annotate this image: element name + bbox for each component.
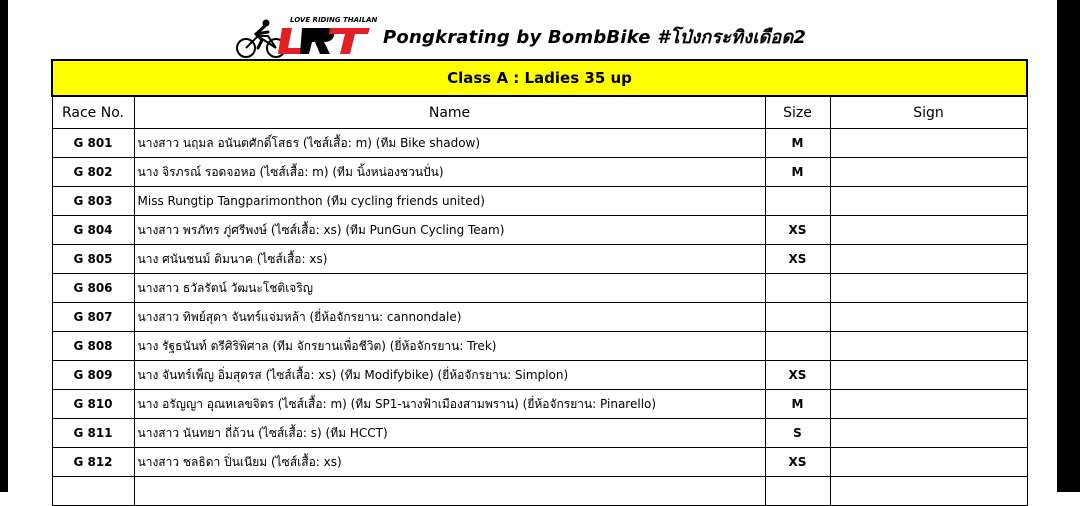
name-cell: นาง รัฐธนันท์ ตรีศิริพิศาล (ทีม จักรยานเพื่อชีวิต) (ยี่ห้อจักรยาน: Trek)	[134, 332, 765, 361]
name-cell: นาง อรัญญา อุณหเลขจิตร (ไซส์เสื้อ: m) (ทีม SP1-นางฟ้าเมืองสามพราน) (ยี่ห้อจักรยาน: Pinarello)	[134, 390, 765, 419]
table-row	[52, 332, 1027, 361]
name-cell	[134, 477, 765, 506]
sign-cell	[830, 187, 1027, 216]
race-number-cell: G 803	[52, 187, 134, 216]
name-cell: นาง จิรภรณ์ รอดจอหอ (ไซส์เสื้อ: m) (ทีม นิ้งหน่องชวนปั่น)	[134, 158, 765, 187]
sign-cell	[830, 129, 1027, 158]
sign-cell	[830, 274, 1027, 303]
size-cell	[765, 187, 830, 216]
table-row	[52, 158, 1027, 187]
race-number-cell	[52, 477, 134, 506]
race-number-cell: G 807	[52, 303, 134, 332]
table-row	[52, 187, 1027, 216]
name-cell: นางสาว ชลธิดา ปิ่นเนียม (ไซส์เสื้อ: xs)	[134, 448, 765, 477]
column-header-race-no: Race No.	[52, 96, 134, 129]
table-row	[52, 303, 1027, 332]
class-header-row	[52, 60, 1027, 96]
document-header	[232, 12, 806, 60]
name-cell: นาง ศนันชนม์ ติมนาค (ไซส์เสื้อ: xs)	[134, 245, 765, 274]
size-cell: XS	[765, 448, 830, 477]
sign-cell	[830, 332, 1027, 361]
size-cell: S	[765, 419, 830, 448]
table-row	[52, 129, 1027, 158]
sign-cell	[830, 158, 1027, 187]
column-header-name: Name	[134, 96, 765, 129]
sign-cell	[830, 390, 1027, 419]
sign-cell	[830, 303, 1027, 332]
class-title: Class A : Ladies 35 up	[52, 60, 1027, 96]
sign-cell	[830, 419, 1027, 448]
size-cell: M	[765, 158, 830, 187]
right-frame-bar	[1057, 0, 1080, 492]
table-row	[52, 216, 1027, 245]
table-row	[52, 361, 1027, 390]
sign-cell	[830, 245, 1027, 274]
race-number-cell: G 804	[52, 216, 134, 245]
lrt-logo	[232, 12, 377, 60]
name-cell: นางสาว ธวัลรัตน์ วัฒนะโชติเจริญ	[134, 274, 765, 303]
cyclist-logo-icon	[232, 12, 377, 60]
race-number-cell: G 809	[52, 361, 134, 390]
table-row	[52, 477, 1027, 506]
registration-table	[51, 59, 1028, 506]
name-cell: นางสาว นฤมล อนันตศักดิ์โสธร (ไซส์เสื้อ: m) (ทีม Bike shadow)	[134, 129, 765, 158]
size-cell: XS	[765, 361, 830, 390]
name-cell: นางสาว นันทยา ถี่ถ้วน (ไซส์เสื้อ: s) (ทีม HCCT)	[134, 419, 765, 448]
table-row	[52, 274, 1027, 303]
sign-cell	[830, 448, 1027, 477]
table-row	[52, 448, 1027, 477]
race-number-cell: G 806	[52, 274, 134, 303]
table-row	[52, 245, 1027, 274]
name-cell: นาง จันทร์เพ็ญ อิ่มสุดรส (ไซส์เสื้อ: xs) (ทีม Modifybike) (ยี่ห้อจักรยาน: Simplon)	[134, 361, 765, 390]
race-number-cell: G 812	[52, 448, 134, 477]
race-number-cell: G 811	[52, 419, 134, 448]
size-cell: M	[765, 129, 830, 158]
column-header-row	[52, 96, 1027, 129]
race-number-cell: G 810	[52, 390, 134, 419]
race-number-cell: G 808	[52, 332, 134, 361]
size-cell: M	[765, 390, 830, 419]
sign-cell	[830, 477, 1027, 506]
logo-tagline: LOVE RIDING THAILAND	[290, 16, 377, 24]
sign-cell	[830, 361, 1027, 390]
sign-cell	[830, 216, 1027, 245]
race-number-cell: G 802	[52, 158, 134, 187]
name-cell: นางสาว พรภัทร ภู่ศรีพงษ์ (ไซส์เสื้อ: xs) (ทีม PunGun Cycling Team)	[134, 216, 765, 245]
size-cell: XS	[765, 245, 830, 274]
size-cell	[765, 303, 830, 332]
size-cell	[765, 477, 830, 506]
size-cell	[765, 332, 830, 361]
column-header-size: Size	[765, 96, 830, 129]
left-frame-bar	[0, 0, 8, 492]
size-cell	[765, 274, 830, 303]
column-header-sign: Sign	[830, 96, 1027, 129]
name-cell: นางสาว ทิพย์สุดา จันทร์แจ่มหล้า (ยี่ห้อจักรยาน: cannondale)	[134, 303, 765, 332]
document-title: Pongkrating by BombBike #โป่งกระทิงเดือด2	[383, 26, 807, 48]
race-number-cell: G 805	[52, 245, 134, 274]
size-cell: XS	[765, 216, 830, 245]
race-number-cell: G 801	[52, 129, 134, 158]
table-row	[52, 419, 1027, 448]
name-cell: Miss Rungtip Tangparimonthon (ทีม cycling friends united)	[134, 187, 765, 216]
table-row	[52, 390, 1027, 419]
